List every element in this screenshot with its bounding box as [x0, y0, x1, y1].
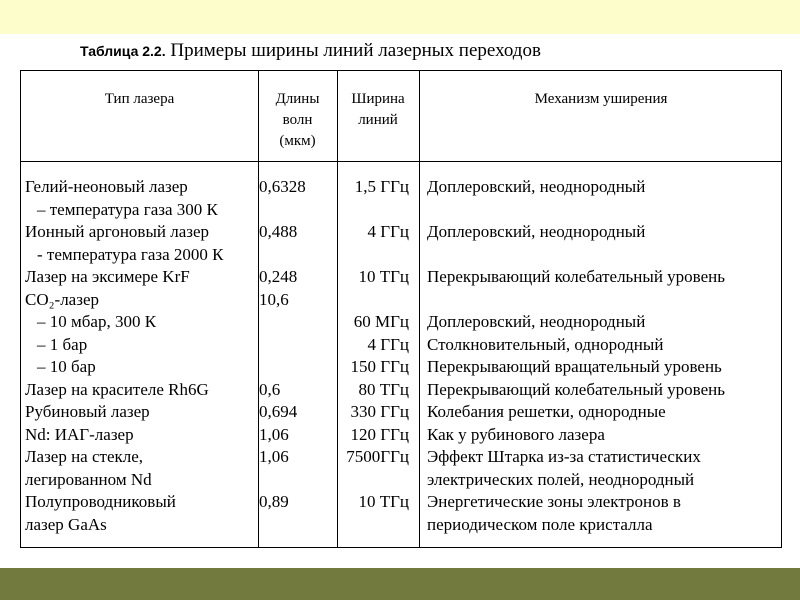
table-cell-type: Лазер на эксимере KrF [25, 267, 190, 286]
table-cell-wave [259, 469, 319, 492]
header-separator [21, 161, 781, 162]
top-band [0, 0, 800, 34]
table-cell-mech: Эффект Штарка из-за статистических [427, 447, 701, 466]
header-wavelength [258, 89, 337, 152]
header-laser-type-text: Тип лазера [104, 91, 175, 107]
table-cell-type: – 10 мбар, 300 К [37, 312, 157, 331]
bottom-band [0, 568, 800, 600]
header-mechanism [419, 89, 783, 110]
table-cell-width [337, 199, 409, 222]
header-wavelength-line2: волн [282, 112, 313, 128]
header-linewidth-line2: линий [358, 112, 398, 128]
table-cell-type: Лазер на стекле, [25, 447, 144, 466]
table-cell-mech: электрических полей, неоднородный [427, 469, 695, 489]
table-cell-width: 4 ГГц [367, 222, 409, 241]
table-cell-wave: 0,6 [259, 379, 281, 399]
table-cell-mech [427, 244, 725, 267]
header-linewidth-line1: Ширина [351, 91, 405, 107]
column-linewidth [337, 176, 409, 536]
table-cell-type: Ионный аргоновый лазер [25, 222, 210, 241]
table-cell-type: - температура газа 2000 К [37, 244, 224, 264]
table-cell-width: 60 МГц [353, 312, 409, 331]
table-cell-wave: 0,248 [259, 267, 298, 286]
table-cell-width: 80 ТГц [358, 379, 409, 399]
table-cell-type: Рубиновый лазер [25, 402, 150, 421]
table-cell-type: легированном Nd [25, 469, 152, 489]
table-cell-type: Гелий-неоновый лазер [25, 177, 188, 196]
table-cell-type: – температура газа 300 К [37, 199, 218, 219]
table-cell-type: Nd: ИАГ-лазер [25, 424, 134, 444]
table-cell-wave: 10,6 [259, 289, 289, 309]
header-laser-type [21, 89, 258, 110]
table-cell-wave [259, 199, 319, 222]
table-cell-wave: 1,06 [259, 424, 289, 444]
table-cell-mech: Перекрывающий вращательный уровень [427, 357, 722, 376]
table-cell-wave [259, 311, 319, 334]
table-cell-wave: 0,488 [259, 222, 298, 241]
table-cell-width: 120 ГГц [350, 424, 409, 444]
table-cell-width: 4 ГГц [367, 334, 409, 354]
laser-linewidth-table [20, 70, 782, 548]
table-cell-wave: 0,89 [259, 492, 289, 511]
header-linewidth [337, 89, 419, 131]
column-mechanism [427, 176, 725, 536]
header-wavelength-line1: Длины [275, 91, 320, 107]
table-cell-type: Полупроводниковый [25, 492, 176, 511]
table-caption [80, 40, 541, 62]
table-cell-mech: Столкновительный, однородный [427, 334, 664, 354]
table-cell-type: CO₂-лазер [25, 289, 99, 309]
table-cell-mech: Доплеровский, неоднородный [427, 312, 646, 331]
table-cell-wave [259, 244, 319, 267]
table-cell-wave: 1,06 [259, 447, 289, 466]
table-cell-wave: 0,6328 [259, 177, 306, 196]
table-cell-width: 150 ГГц [350, 357, 409, 376]
table-cell-mech [427, 199, 725, 222]
caption-label: Таблица 2.2. [80, 43, 166, 59]
column-wavelength [259, 176, 319, 536]
table-cell-width: 10 ТГц [358, 492, 409, 511]
table-cell-mech: Перекрывающий колебательный уровень [427, 379, 725, 399]
caption-title: Примеры ширины линий лазерных переходов [170, 40, 541, 61]
table-cell-mech: периодическом поле кристалла [427, 514, 653, 534]
table-cell-type: – 1 бар [37, 334, 88, 354]
table-cell-width [337, 514, 409, 537]
table-cell-mech: Доплеровский, неоднородный [427, 222, 646, 241]
table-cell-mech [427, 289, 725, 312]
table-cell-wave: 0,694 [259, 402, 298, 421]
table-cell-mech: Перекрывающий колебательный уровень [427, 267, 725, 286]
table-cell-mech: Как у рубинового лазера [427, 424, 605, 444]
column-divider-3 [419, 71, 420, 547]
table-cell-width [337, 469, 409, 492]
table-cell-width: 10 ТГц [358, 267, 409, 286]
table-cell-width [337, 244, 409, 267]
table-cell-width [337, 289, 409, 312]
table-cell-wave [259, 334, 319, 357]
table-cell-wave [259, 514, 319, 537]
table-cell-mech: Доплеровский, неоднородный [427, 177, 646, 196]
table-cell-type: Лазер на красителе Rh6G [25, 379, 209, 399]
table-cell-type: лазер GaAs [25, 514, 107, 534]
table-cell-type: – 10 бар [37, 357, 96, 376]
table-cell-mech: Колебания решетки, однородные [427, 402, 666, 421]
table-cell-mech: Энергетические зоны электронов в [427, 492, 681, 511]
header-wavelength-line3: (мкм) [279, 133, 316, 149]
column-laser-type [25, 176, 224, 536]
table-cell-width: 330 ГГц [350, 402, 409, 421]
table-cell-width: 7500ГГц [346, 447, 409, 466]
table-cell-width: 1,5 ГГц [354, 177, 409, 196]
table-cell-wave [259, 356, 319, 379]
header-mechanism-text: Механизм уширения [534, 91, 668, 107]
